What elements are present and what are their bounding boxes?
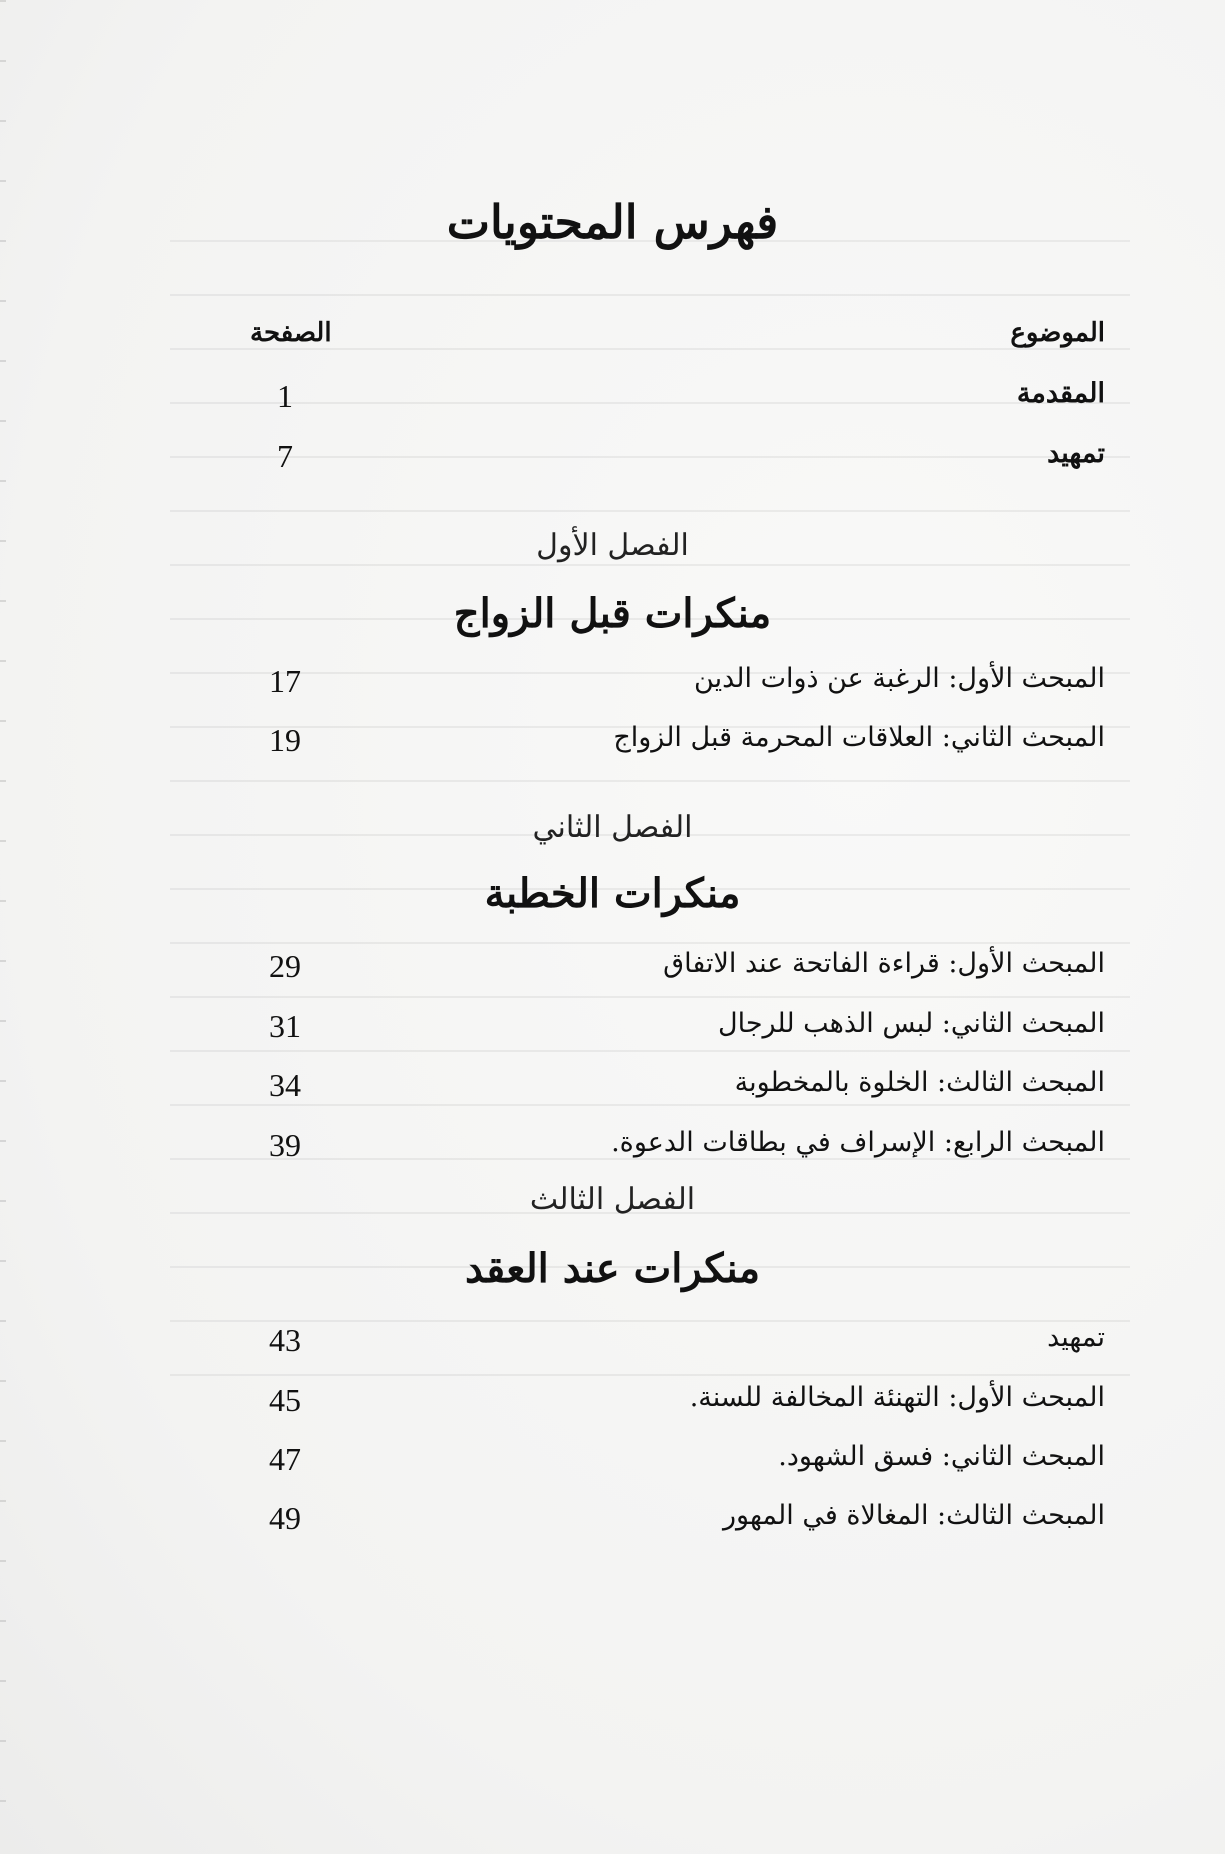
toc-entry-label: المبحث الأول: الرغبة عن ذوات الدين — [694, 663, 1105, 694]
toc-entry-page: 29 — [269, 948, 301, 984]
toc-row[interactable] — [0, 948, 1225, 998]
toc-entry-label: تمهيد — [1047, 1322, 1105, 1353]
column-header-topic: الموضوع — [1010, 318, 1105, 348]
column-header-page: الصفحة — [250, 318, 332, 348]
toc-row[interactable] — [0, 663, 1225, 713]
chapter-title: منكرات قبل الزواج — [453, 590, 772, 637]
toc-row[interactable] — [0, 722, 1225, 772]
toc-row-preface[interactable] — [0, 438, 1225, 488]
toc-entry-page: 19 — [269, 722, 301, 758]
toc-entry-label: المبحث الأول: قراءة الفاتحة عند الاتفاق — [663, 948, 1105, 979]
toc-entry-page: 7 — [277, 438, 293, 474]
chapter-heading: الفصل الثالث — [529, 1182, 696, 1217]
toc-entry-page: 1 — [277, 378, 293, 414]
toc-row[interactable] — [0, 1067, 1225, 1117]
toc-entry-label: المبحث الثاني: لبس الذهب للرجال — [717, 1008, 1105, 1039]
toc-row[interactable] — [0, 1322, 1225, 1372]
chapter-title: منكرات عند العقد — [464, 1245, 761, 1292]
chapter-heading: الفصل الأول — [536, 528, 689, 563]
toc-row-introduction[interactable] — [0, 378, 1225, 428]
toc-row[interactable] — [0, 1382, 1225, 1432]
chapter-heading: الفصل الثاني — [532, 810, 693, 845]
toc-entry-page: 39 — [269, 1127, 301, 1163]
toc-entry-page: 31 — [269, 1008, 301, 1044]
toc-entry-label: المقدمة — [1016, 378, 1105, 409]
toc-row[interactable] — [0, 1500, 1225, 1550]
toc-entry-label: المبحث الثاني: فسق الشهود. — [778, 1441, 1105, 1472]
toc-entry-label: المبحث الثالث: الخلوة بالمخطوبة — [734, 1067, 1105, 1098]
toc-entry-page: 43 — [269, 1322, 301, 1358]
page-title: فهرس المحتويات — [446, 195, 779, 249]
page-edge-marks — [0, 0, 6, 1854]
toc-row[interactable] — [0, 1127, 1225, 1177]
toc-row[interactable] — [0, 1008, 1225, 1058]
toc-entry-page: 47 — [269, 1441, 301, 1477]
toc-entry-label: المبحث الأول: التهنئة المخالفة للسنة. — [689, 1382, 1105, 1413]
chapter-title: منكرات الخطبة — [484, 870, 741, 917]
toc-entry-page: 17 — [269, 663, 301, 699]
toc-entry-page: 45 — [269, 1382, 301, 1418]
toc-entry-label: تمهيد — [1047, 438, 1105, 469]
toc-row[interactable] — [0, 1441, 1225, 1491]
toc-entry-page: 34 — [269, 1067, 301, 1103]
toc-entry-page: 49 — [269, 1500, 301, 1536]
toc-entry-label: المبحث الرابع: الإسراف في بطاقات الدعوة. — [611, 1127, 1105, 1158]
toc-entry-label: المبحث الثاني: العلاقات المحرمة قبل الزواج — [613, 722, 1105, 753]
toc-entry-label: المبحث الثالث: المغالاة في المهور — [722, 1500, 1105, 1531]
